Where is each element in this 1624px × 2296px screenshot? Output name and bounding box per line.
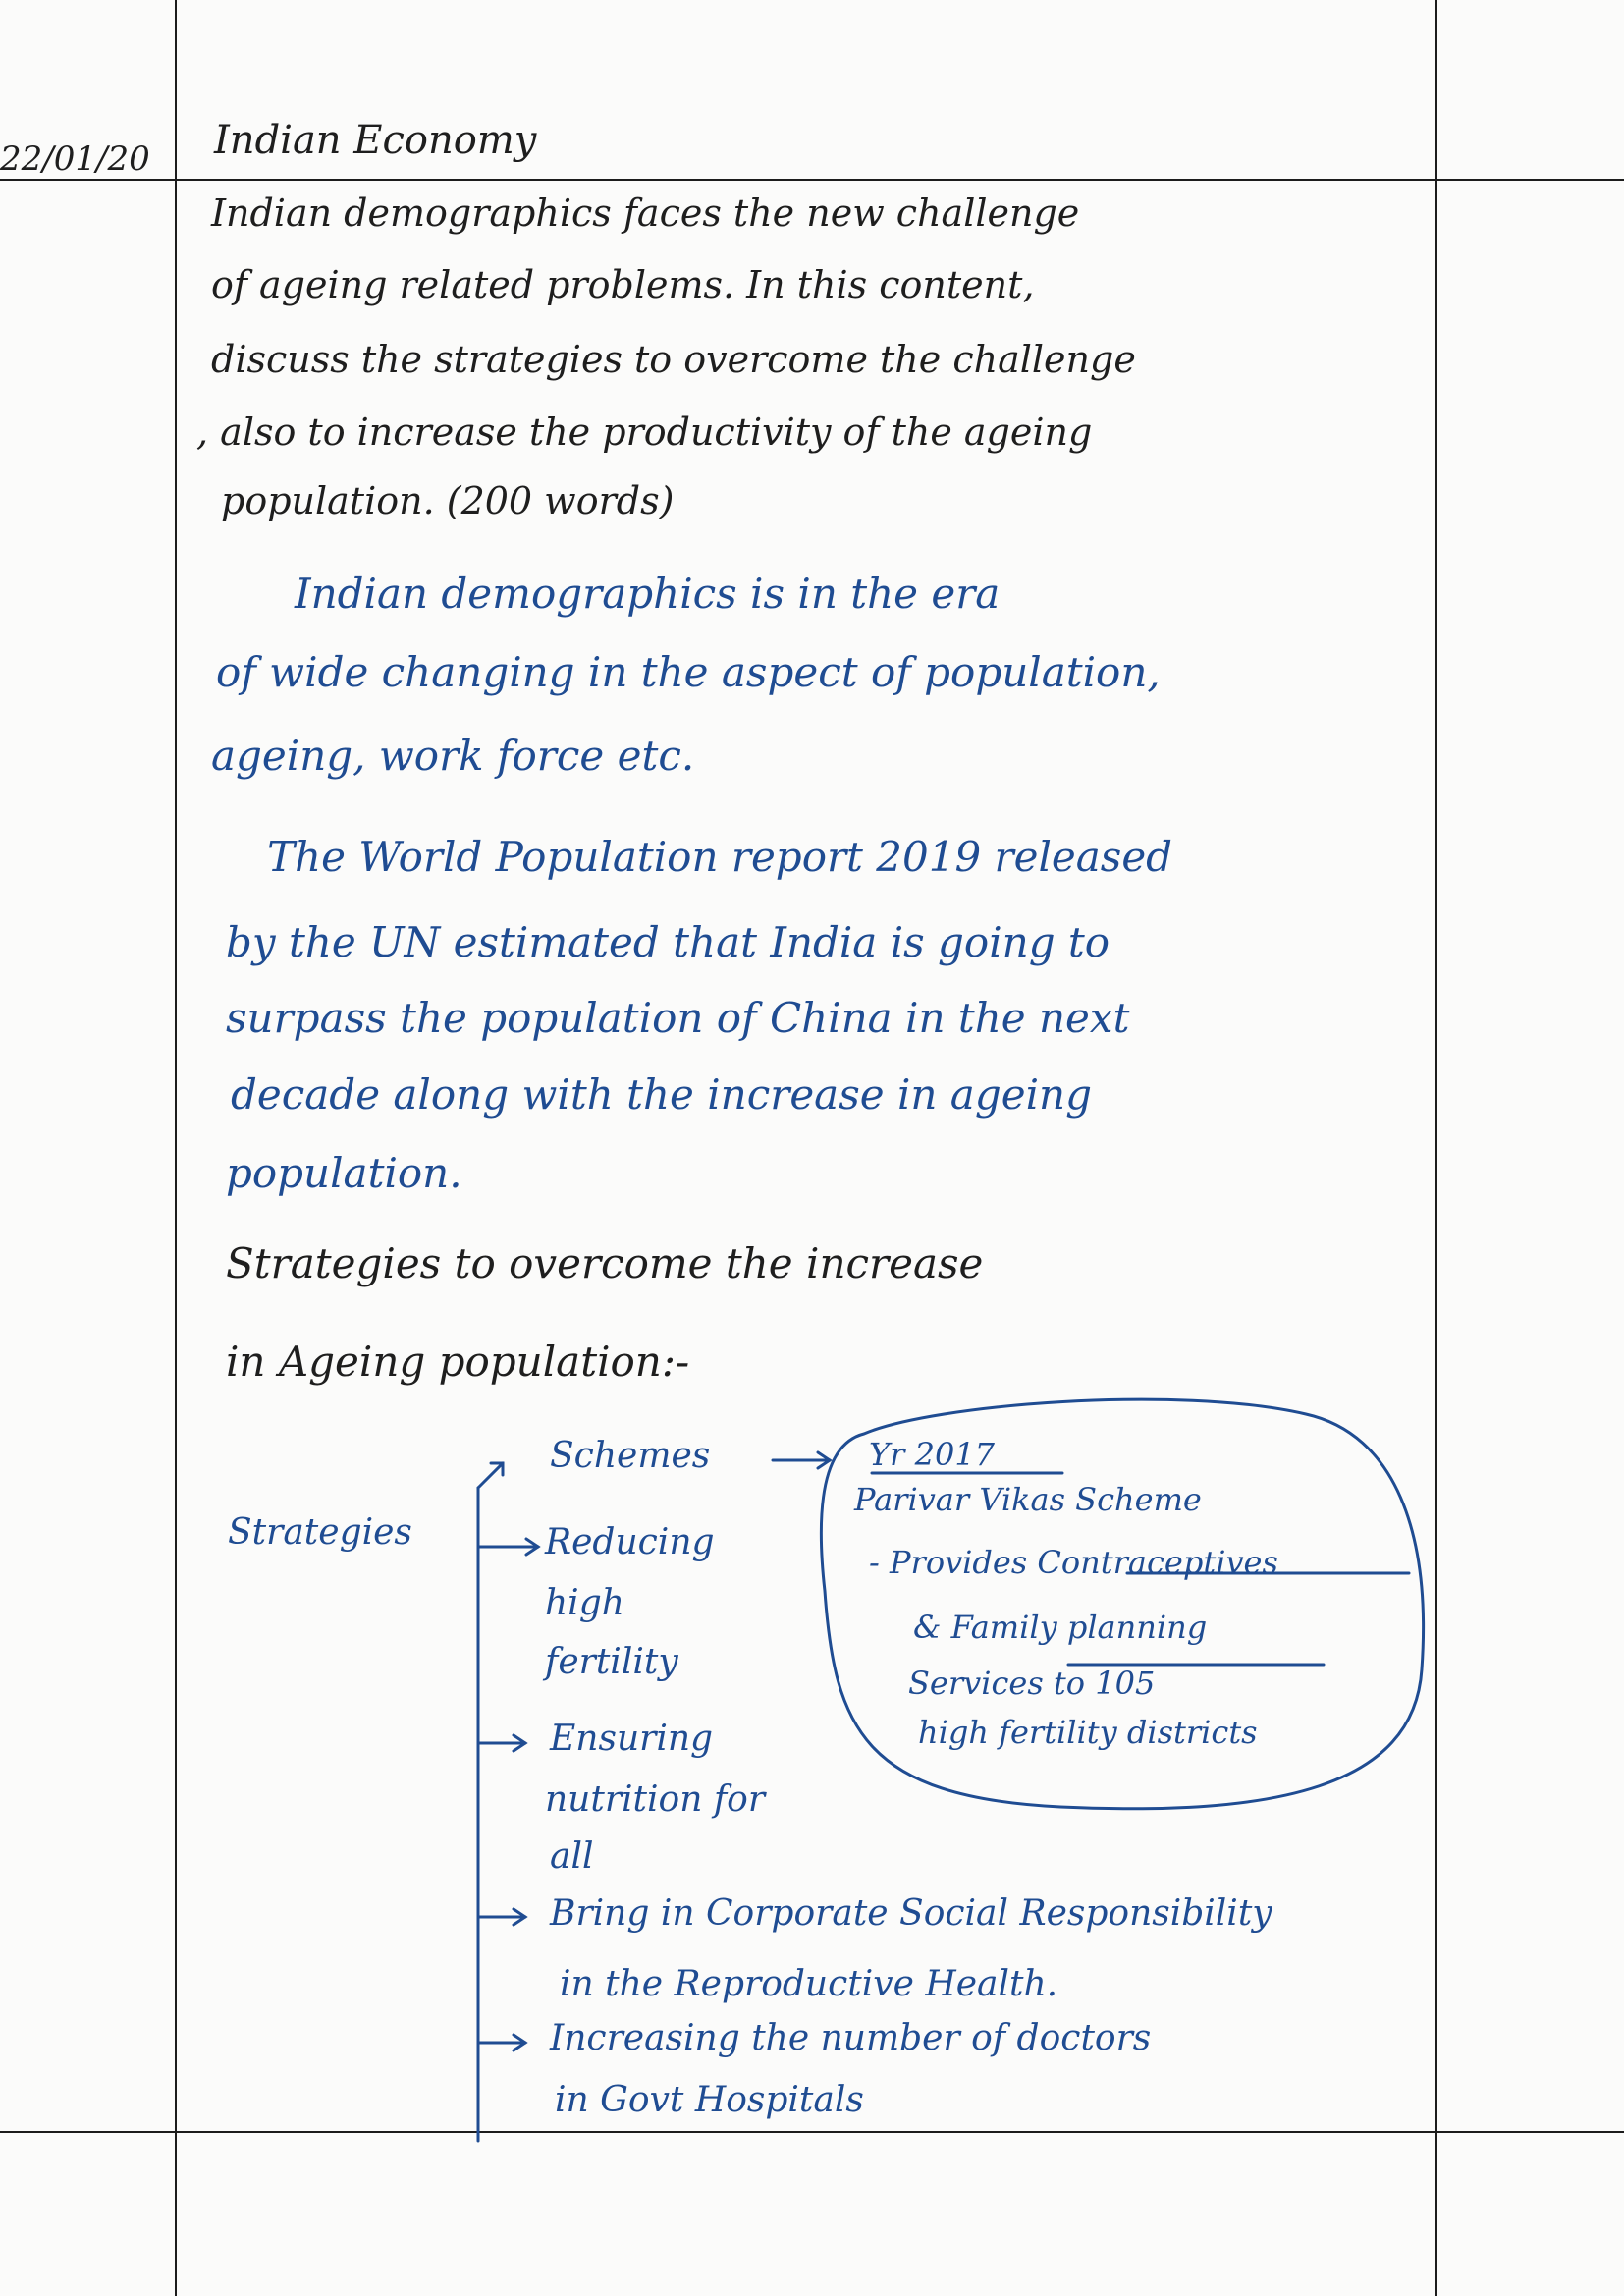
scheme-name: Parivar Vikas Scheme: [854, 1481, 1202, 1518]
branch-ensuring: nutrition for: [545, 1779, 766, 1820]
answer-line: Indian demographics is in the era: [295, 570, 1001, 618]
arrow-schemes: [478, 1463, 503, 1488]
question-line: population. (200 words): [221, 479, 675, 522]
branch-ensuring: all: [550, 1836, 594, 1877]
question-line: Indian demographics faces the new challenge: [211, 191, 1080, 235]
heading-line: in Ageing population:-: [226, 1338, 690, 1386]
topic-title: Indian Economy: [214, 118, 537, 163]
date: 22/01/20: [0, 139, 150, 179]
diagram-root: Strategies: [228, 1512, 412, 1553]
branch-csr: in the Reproductive Health.: [560, 1964, 1058, 2004]
branch-doctors: Increasing the number of doctors: [550, 2018, 1152, 2058]
answer-line: surpass the population of China in the next: [226, 994, 1130, 1042]
question-line: discuss the strategies to overcome the challenge: [211, 338, 1136, 381]
branch-reducing: Reducing: [545, 1522, 715, 1562]
scheme-detail: - Provides Contraceptives: [869, 1544, 1278, 1581]
answer-line: decade along with the increase in ageing: [231, 1070, 1092, 1119]
heading-line: Strategies to overcome the increase: [226, 1239, 984, 1287]
question-line: , also to increase the productivity of the ageing: [196, 410, 1093, 454]
answer-line: ageing, work force etc.: [211, 732, 695, 780]
answer-line: by the UN estimated that India is going to: [226, 918, 1110, 966]
question-line: of ageing related problems. In this content,: [211, 263, 1035, 306]
answer-line: The World Population report 2019 released: [267, 833, 1173, 881]
answer-line: of wide changing in the aspect of population,: [216, 648, 1161, 696]
branch-schemes: Schemes: [550, 1436, 711, 1476]
scheme-year: Yr 2017: [869, 1436, 996, 1473]
branch-reducing: high: [545, 1583, 624, 1623]
scheme-detail: & Family planning: [913, 1609, 1208, 1646]
branch-doctors: in Govt Hospitals: [555, 2080, 864, 2120]
answer-line: population.: [226, 1149, 462, 1197]
branch-csr: Bring in Corporate Social Responsibility: [550, 1893, 1272, 1934]
branch-reducing: fertility: [545, 1642, 678, 1682]
branch-ensuring: Ensuring: [550, 1719, 714, 1759]
scheme-detail: Services to 105: [908, 1665, 1156, 1702]
scheme-detail: high fertility districts: [918, 1714, 1258, 1751]
